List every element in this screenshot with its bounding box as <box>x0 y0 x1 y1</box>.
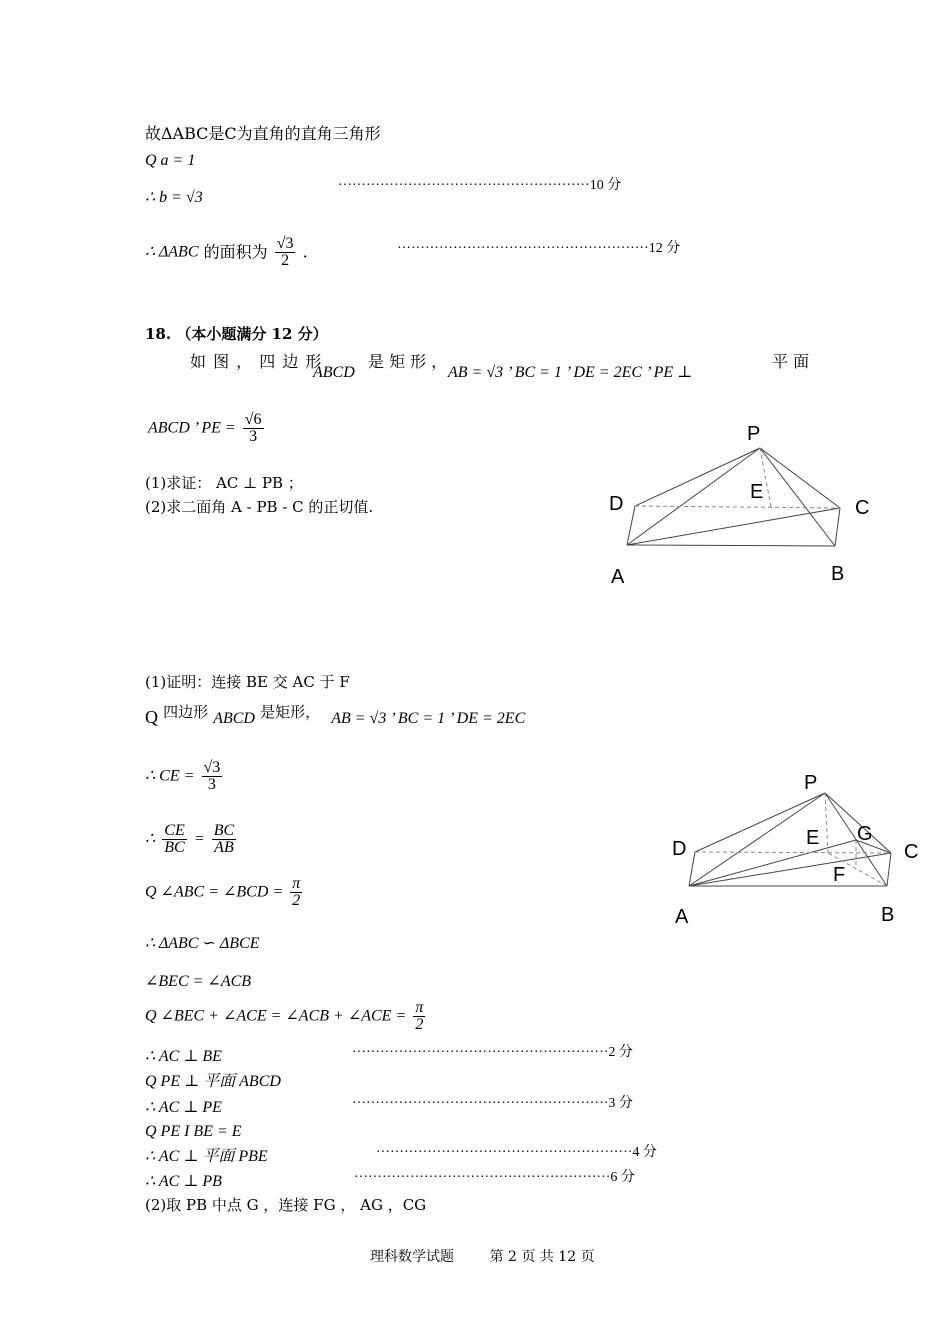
solution-step-4 <box>145 823 238 856</box>
s5-num: π <box>292 875 301 892</box>
fig2-edge-BC <box>887 853 891 886</box>
problem-rect: 是 矩 形 ， <box>368 352 448 371</box>
s2-text: 四边形 <box>163 703 209 721</box>
solution-step-7: ∠BEC = ∠ACB <box>145 973 252 990</box>
fig2-edge-PA <box>689 793 825 886</box>
fig2-label-A: A <box>675 906 689 928</box>
s5-pre: Q ∠ABC = ∠BCD = <box>145 883 284 901</box>
line-right-triangle: 故ΔABC是C为直角的直角三角形 <box>145 124 381 143</box>
fig2-label-B: B <box>881 904 895 926</box>
s8-num: π <box>415 999 424 1016</box>
fig2-label-D: D <box>672 838 687 860</box>
solution-step-12: Q PE I BE = E <box>145 1123 242 1140</box>
area-den: 2 <box>281 252 290 269</box>
s4-pre: ∴ <box>145 830 156 848</box>
fig1-edge-PB <box>760 448 835 546</box>
s4-den1: BC <box>164 839 185 856</box>
s3-pre: ∴ CE = <box>145 767 195 785</box>
pe-num: √6 <box>244 411 262 428</box>
solution-step-6: ∴ ΔABC ∽ ΔBCE <box>145 935 260 952</box>
s4-fraction-1 <box>162 823 186 856</box>
fig1-label-E: E <box>750 481 764 503</box>
fig2-label-G: G <box>857 823 873 845</box>
solution-step-13: ∴ AC ⊥ 平面 PBE <box>145 1148 268 1165</box>
solution-step-10: Q PE ⊥ 平面 ABCD <box>145 1073 281 1090</box>
score-3: ·······················································3 分 <box>352 1096 633 1111</box>
s8-pre: Q ∠BEC + ∠ACE = ∠ACB + ∠ACE = <box>145 1007 407 1025</box>
fig1-label-P: P <box>747 423 761 445</box>
solution-step-15: (2)取 PB 中点 G ，连接 FG ， AG ，CG <box>145 1196 427 1214</box>
problem-heading: 18. （本小题满分 12 分） <box>145 325 328 343</box>
s4-den2: AB <box>214 839 234 856</box>
area-fraction <box>275 236 296 269</box>
s8-fraction <box>413 1000 425 1033</box>
fig1-edge-DC <box>635 506 840 508</box>
fig1-edge-BC <box>835 508 840 546</box>
s3-den: 3 <box>207 776 216 793</box>
solution-step-8 <box>145 1000 427 1033</box>
line-area <box>145 236 308 269</box>
fig2-label-C: C <box>904 841 919 863</box>
s5-fraction <box>290 876 302 909</box>
fig1-edge-AB <box>627 545 835 546</box>
fig2-edge-PE <box>825 793 828 853</box>
s4-eq: = <box>193 830 205 848</box>
fig2-edge-DC <box>695 852 891 853</box>
s8-den: 2 <box>415 1016 424 1033</box>
score-6: ·······················································6 分 <box>354 1170 635 1185</box>
area-prefix: ∴ ΔABC <box>145 243 199 261</box>
s2-abcd: ABCD <box>213 710 255 727</box>
page-footer: 理科数学试题 第 2 页 共 12 页 <box>370 1249 595 1265</box>
fig1-edge-PD <box>635 448 760 506</box>
pyramid-figure-1 <box>595 420 895 600</box>
problem-conditions: AB = √3 ’ BC = 1 ’ DE = 2EC ’ PE ⊥ <box>448 364 693 381</box>
s4-num1: CE <box>164 822 185 839</box>
fig1-label-C: C <box>855 497 870 519</box>
question-2: (2)求二面角 A - PB - C 的正切值. <box>145 498 374 516</box>
s5-den: 2 <box>292 892 301 909</box>
score-2: ·······················································2 分 <box>352 1045 633 1060</box>
solution-step-11: ∴ AC ⊥ PE <box>145 1099 222 1116</box>
fig1-edge-PA <box>627 448 760 545</box>
fig1-label-B: B <box>831 563 845 585</box>
s3-num: √3 <box>203 759 221 776</box>
fig2-edge-AD <box>689 852 695 886</box>
fig1-edge-PC <box>760 448 840 508</box>
problem-abcd: ABCD <box>313 364 355 381</box>
s3-fraction <box>202 760 223 793</box>
area-period: . <box>302 242 308 262</box>
since-symbol: Q <box>145 707 158 727</box>
solution-step-3 <box>145 760 224 793</box>
fig1-label-D: D <box>609 493 624 515</box>
s4-fraction-2 <box>212 823 236 856</box>
problem-line2 <box>148 412 266 445</box>
score-10: ······················································10 分 <box>338 178 622 193</box>
pe-den: 3 <box>249 428 258 445</box>
area-label: 的面积为 <box>203 242 268 262</box>
area-num: √3 <box>276 235 294 252</box>
line-a-equals: Q a = 1 <box>145 152 196 169</box>
s2-conds: AB = √3 ’ BC = 1 ’ DE = 2EC <box>331 710 526 727</box>
fig1-edge-AC <box>627 508 840 545</box>
problem-plane: 平 面 <box>772 352 810 371</box>
fig2-label-P: P <box>804 772 818 794</box>
fig1-edge-AD <box>627 506 635 545</box>
s2-mid: 是矩形， <box>260 703 321 721</box>
problem-pe: ABCD ’ PE = <box>148 419 236 437</box>
solution-step-5 <box>145 876 304 909</box>
line-b-equals: ∴ b = √3 <box>145 189 203 206</box>
solution-step-1: (1)证明：连接 BE 交 AC 于 F <box>145 673 350 691</box>
s4-num2: BC <box>213 822 235 839</box>
pyramid-figure-2 <box>665 765 935 935</box>
score-4: ·······················································4 分 <box>376 1145 657 1160</box>
fig2-label-F: F <box>833 864 846 886</box>
solution-step-14: ∴ AC ⊥ PB <box>145 1173 222 1190</box>
solution-step-9: ∴ AC ⊥ BE <box>145 1048 222 1065</box>
score-12: ······················································12 分 <box>397 241 681 256</box>
solution-step-2 <box>145 705 525 727</box>
problem-line1: 如 图 ， 四 边 形 <box>190 352 323 371</box>
question-1: (1)求证： AC ⊥ PB ； <box>145 474 303 492</box>
pe-fraction <box>243 412 264 445</box>
fig1-label-A: A <box>611 566 625 588</box>
fig2-label-E: E <box>806 827 820 849</box>
